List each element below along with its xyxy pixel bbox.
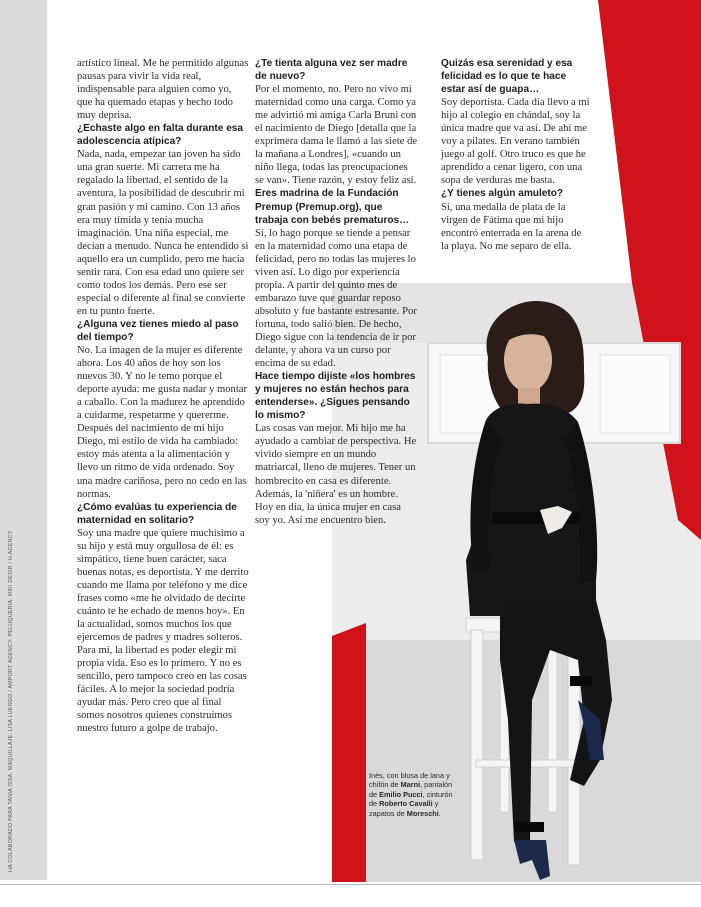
caption-text: y zapatos de — [369, 799, 439, 818]
caption-brand: Emilio Pucci — [379, 789, 423, 799]
interview-answer: Las cosas van mejor. Mi hijo me ha ayudado a cambiar de perspectiva. He vivido siempre en un mundo matriarcal, lleno de mujeres. Tener un hombrecito en casa es diferente. Además, la 'niñera' es un hombre. Hoy en día, la única mujer en casa soy yo. Así me encuentro bien. — [255, 423, 417, 526]
interview-question: ¿Echaste algo en falta durante esa adolescencia atípica? — [77, 123, 244, 148]
interview-question: ¿Alguna vez tienes miedo al paso del tiempo? — [77, 318, 239, 343]
photo-caption — [369, 771, 461, 818]
interview-answer: No. La imagen de la mujer es diferente ahora. Los 40 años de hoy son los nuevos 30. Y no le temo porque el deporte ayuda: me gusta nadar y montar a caballo. Con la madurez he aprendido a cuidarme, respetarme y quererme. Después del nacimiento de mi hijo Diego, mi estilo de vida ha cambiado: estoy más atenta a la alimentación y llevo un ritmo de vida ordenado. Soy una madre cariñosa, pero no cedo en las normas. — [77, 345, 248, 500]
text-column-1 — [77, 57, 249, 735]
interview-answer: Soy deportista. Cada día llevo a mi hijo al colegio en chándal, soy la única madre que va así. De ahí me voy a pilates. En verano también juego al golf. Otro truco es que he aprendido a cenar ligero, con una sopa de verduras me basta. — [441, 97, 590, 187]
interview-question: Eres madrina de la Fundación Premup (Premup.org), que trabaja con bebés prematuros… — [255, 188, 410, 226]
interview-question: ¿Y tienes algún amuleto? — [441, 188, 564, 200]
caption-text: , pantalón de — [369, 780, 453, 799]
caption-brand: Marni — [400, 780, 421, 790]
caption-text: , cinturón de — [369, 789, 453, 809]
interview-answer: Sí, lo hago porque se tiende a pensar en la maternidad como una etapa de felicidad, pero no todas las mujeres lo viven así. Lo digo por experiencia propia. A partir del quinto mes de embarazo tuve que guardar reposo absoluto y fue bastante estresante. Por fortuna, todo salió bien. De hecho, Diego sigue con la tendencia de ir por delante, y ahora va un curso por encima de su edad. — [255, 227, 417, 370]
interview-answer: artístico lineal. Me he permitido algunas pausas para vivir la vida real, indispensable para alguien como yo, que ha quemado etapas y hecho todo muy deprisa. — [77, 58, 249, 122]
interview-answer: Soy una madre que quiere muchísimo a su hijo y está muy orgullosa de él: es simpático, tiene buen carácter, saca buenas notas, es deportista. Y me derrito cuando me llama por teléfono y me dice frases como «me he olvidado de decirte cuánto te he echado de menos hoy». En la actualidad, somos muchos los que ejercemos de padres y madres solteros. Para mí, la libertad es poder elegir mi propia vida. Eso es lo primero. Y no es sencillo, pero tampoco creo en las cosas fáciles. A lo mejor la sociedad podría ayudar más. Pero creo que al final somos nosotros quienes construimos nuestro futuro a golpe de trabajo. — [77, 527, 249, 735]
interview-answer: Por el momento, no. Pero no vivo mi maternidad como una carga. Como ya me advirtió mi amiga Carla Bruni con el nacimiento de Diego [detalla que la exprimera dama le llamó a las siete de la mañana a Londres], «cuando un niño llega, todas las preocupaciones se van». Tiene razón, y estoy feliz así. — [255, 84, 418, 187]
interview-question: ¿Cómo evalúas tu experiencia de maternidad en solitario? — [77, 501, 237, 526]
interview-answer: Sí, una medalla de plata de la virgen de Fátima que mi hijo encontró enterrada en la arena de la playa. No me separo de ella. — [441, 201, 582, 252]
caption-text: Inés, con blusa de lana y chifón de — [369, 771, 450, 790]
interview-question: Hace tiempo dijiste «los hombres y mujeres no están hechos para entenderse». ¿Sigues pensando lo mismo? — [255, 371, 416, 422]
interview-answer: Nada, nada, empezar tan joven ha sido una gran suerte. Mi carrera me ha regalado la libertad, el sentido de la aventura, la posibilidad de descubrir mi gran pasión y mi camino. Con 13 años era muy tímida y tenía mucha imaginación. Una niña especial, me decían a menudo. Nunca he entendido si aquello era un cumplido, pero me hacía sentir rara. Con esa edad uno quiere ser como todos los demás. Pero ese ser especial o diferente al final se convierte en tu punto fuerte. — [77, 149, 249, 317]
text-column-3 — [441, 57, 591, 253]
caption-text: . — [438, 808, 441, 818]
text-column-2 — [255, 57, 418, 527]
caption-brand: Moreschi — [406, 808, 439, 818]
interview-question: Quizás esa serenidad y esa felicidad es lo que te hace estar así de guapa… — [441, 58, 573, 96]
red-panel-top — [598, 0, 701, 283]
photo-credits-vertical: HA COLABORADO PARA TANIA ISSA. MAQUILLAJE: LISA LUENGO / AMPORT AGENCY. PELUQUERÍA: MIKI DESIR / H.AGENCY. — [8, 529, 14, 872]
red-panel-bottom — [332, 623, 366, 882]
interview-question: ¿Te tienta alguna vez ser madre de nuevo? — [255, 58, 408, 83]
caption-brand: Roberto Cavalli — [379, 799, 433, 809]
